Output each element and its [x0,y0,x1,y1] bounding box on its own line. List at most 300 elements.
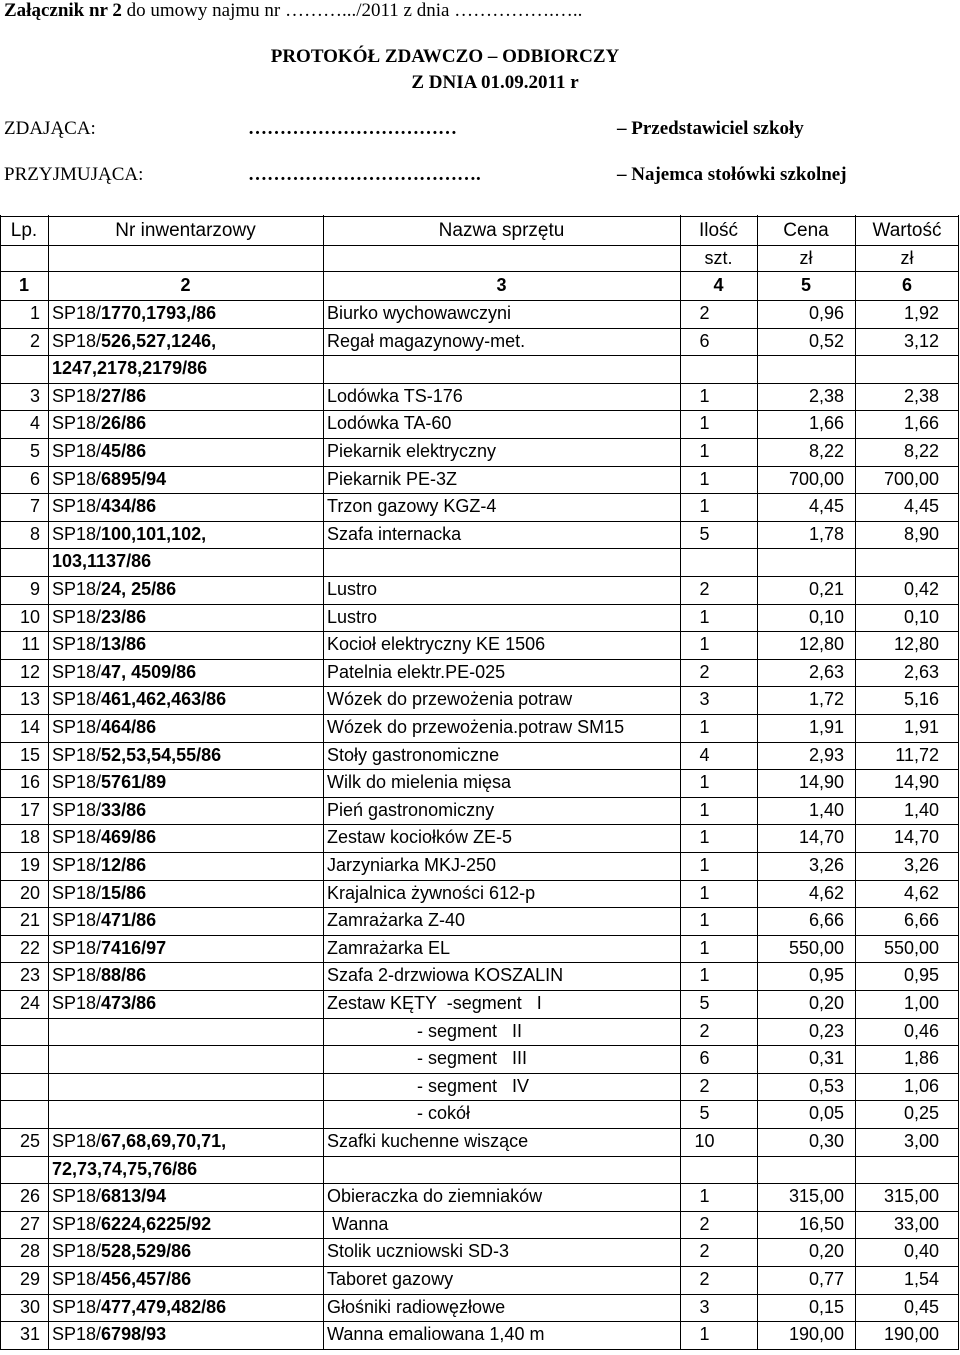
row-price: 0,15 [808,1296,844,1317]
row-inventory-number [52,355,207,383]
row-inventory-number [52,493,156,521]
inventory-prefix: SP18/ [52,1131,102,1151]
row-inventory-number [52,466,166,494]
inventory-prefix: SP18/ [52,385,102,406]
row-equipment-name: Krajalnica żywności 612-p [327,882,536,903]
row-equipment-name: Zamrażarka Z-40 [327,910,466,931]
inventory-number-value: 5761/89 [101,772,167,793]
inventory-number-value: 471/86 [101,910,157,931]
row-inventory-number [52,907,156,935]
row-price: 0,52 [808,330,844,351]
inventory-prefix: SP18/ [52,441,102,461]
inventory-prefix: SP18/ [52,496,102,517]
inventory-prefix: SP18/ [52,744,102,765]
inventory-number-value: 103,1137/86 [52,551,152,572]
inventory-number-value: 461,462,463/86 [101,689,227,710]
row-inventory-number [52,300,216,328]
row-value: 2,38 [903,385,939,406]
inventory-number-value: 6895/94 [101,468,167,489]
row-equipment-name: Lodówka TA-60 [327,413,452,434]
inventory-table [0,215,959,1355]
row-quantity: 1 [699,1324,710,1345]
row-inventory-number [52,1183,166,1211]
row-price: 0,23 [808,1020,844,1041]
receiving-party-label: PRZYJMUJĄCA: [4,164,144,185]
row-inventory-number [52,1294,226,1322]
row-equipment-name: Piekarnik elektryczny [327,441,497,461]
row-price: 2,38 [808,385,844,406]
column-number-3: 3 [496,275,507,295]
row-equipment-name: - segment II [327,1020,523,1041]
column-number-1: 1 [18,275,29,295]
row-quantity: 2 [699,1213,710,1234]
row-quantity: 2 [699,1020,710,1041]
row-price: 2,93 [808,744,844,765]
row-inventory-number [52,659,196,687]
row-equipment-name: Wanna emaliowana 1,40 m [327,1324,545,1345]
receiving-party-role: – Najemca stołówki szkolnej [617,164,847,185]
row-value: 14,70 [893,827,939,848]
row-equipment-name: Patelnia elektr.PE-025 [327,661,506,682]
column-number-5: 5 [800,275,811,295]
row-price: 700,00 [788,468,844,489]
row-inventory-number [52,797,146,825]
inventory-prefix: SP18/ [52,579,102,599]
row-price [759,1156,844,1184]
inventory-prefix: SP18/ [52,661,102,682]
row-price [759,355,844,383]
row-lp: 25 [19,1131,40,1151]
row-lp: 17 [19,799,40,820]
row-value: 5,16 [903,689,939,710]
row-price: 315,00 [788,1186,844,1207]
row-quantity: 2 [699,1241,710,1262]
row-price: 3,26 [808,855,844,875]
row-lp [2,1018,40,1046]
inventory-number-value: 6224,6225/92 [101,1213,212,1234]
column-number-4: 4 [713,275,724,295]
row-quantity: 1 [699,855,710,875]
row-value: 1,92 [903,303,939,323]
row-quantity: 6 [699,330,710,351]
row-quantity [682,548,727,576]
row-price: 14,70 [798,827,844,848]
header-inventory-number: Nr inwentarzowy [115,220,256,241]
inventory-prefix: SP18/ [52,1269,102,1289]
row-equipment-name: Lodówka TS-176 [327,385,463,406]
inventory-number-value: 45/86 [101,441,147,461]
inventory-number-value: 526,527,1246, [101,330,217,351]
row-inventory-number [52,962,146,990]
row-quantity: 1 [699,910,710,931]
row-value: 3,26 [903,855,939,875]
row-inventory-number [52,1238,191,1266]
row-value: 0,25 [903,1103,939,1124]
row-price: 0,95 [808,965,844,986]
row-value: 0,46 [903,1020,939,1041]
row-value: 14,90 [893,772,939,793]
row-quantity: 1 [699,441,710,461]
row-value: 0,40 [903,1241,939,1262]
header-quantity: Ilość [698,220,739,241]
row-inventory-number [52,438,146,466]
row-price: 1,72 [808,689,844,710]
inventory-prefix: SP18/ [52,1241,102,1262]
row-quantity: 1 [699,772,710,793]
inventory-number-value: 33/86 [101,799,147,820]
row-equipment-name: Wilk do mielenia mięsa [327,772,512,793]
row-quantity: 1 [699,385,710,406]
unit-inventory-number [52,245,319,271]
inventory-number-value: 1770,1793,/86 [101,303,217,323]
inventory-number-value: 100,101,102, [101,523,207,544]
row-lp: 28 [19,1241,40,1262]
row-lp: 4 [29,413,40,434]
inventory-prefix: SP18/ [52,413,102,434]
inventory-number-value: 27/86 [101,385,147,406]
inventory-number-value: 528,529/86 [101,1241,192,1262]
inventory-number-value: 24, 25/86 [101,579,177,599]
row-value: 0,10 [903,606,939,627]
row-inventory-number [52,714,156,742]
row-lp: 8 [29,523,40,544]
row-lp [2,1156,40,1184]
row-lp: 26 [19,1186,40,1207]
row-value: 3,00 [903,1131,939,1151]
row-inventory-number [52,769,166,797]
inventory-prefix: SP18/ [52,799,102,820]
attachment-contract-ref: do umowy najmu nr ……….../2011 z dnia …………….….. [121,0,583,21]
row-inventory-number [52,604,146,632]
row-quantity: 3 [699,689,710,710]
row-lp: 27 [19,1213,40,1234]
row-quantity: 5 [699,1103,710,1124]
row-equipment-name: - cokół [327,1103,471,1124]
row-inventory-number [52,852,146,880]
row-quantity: 5 [699,993,710,1013]
row-value [857,355,939,383]
column-number-2: 2 [180,275,191,295]
row-equipment-name: Szafa internacka [327,523,462,544]
row-price: 4,45 [808,496,844,517]
row-quantity: 2 [699,579,710,599]
row-value [857,1156,939,1184]
row-value: 1,66 [903,413,939,434]
inventory-prefix: SP18/ [52,330,102,351]
row-equipment-name: Lustro [327,606,378,627]
handing-party-role: – Przedstawiciel szkoły [617,118,804,139]
row-price: 550,00 [788,937,844,958]
row-inventory-number [52,824,156,852]
header-lp: Lp. [10,220,38,241]
row-lp: 1 [29,303,40,323]
row-equipment-name: Biurko wychowawczyni [327,303,512,323]
inventory-prefix: SP18/ [52,993,102,1013]
row-lp [2,1073,40,1101]
row-quantity: 1 [699,882,710,903]
row-price [759,548,844,576]
row-price: 1,78 [808,523,844,544]
row-price: 4,62 [808,882,844,903]
row-inventory-number [52,328,216,356]
row-price: 0,20 [808,1241,844,1262]
row-equipment-name: Wózek do przewożenia.potraw SM15 [327,717,625,737]
row-lp [2,1045,40,1073]
row-value: 8,90 [903,523,939,544]
inventory-prefix: SP18/ [52,855,102,875]
row-value: 3,12 [903,330,939,351]
row-lp: 2 [29,330,40,351]
unit-equipment-name [327,245,676,271]
row-inventory-number [52,990,156,1018]
inventory-number-value: 12/86 [101,855,147,875]
row-quantity: 6 [699,1048,710,1069]
inventory-prefix: SP18/ [52,303,102,323]
row-lp: 23 [19,965,40,986]
inventory-number-value: 7416/97 [101,937,167,958]
row-equipment-name [327,548,678,576]
row-equipment-name: Trzon gazowy KGZ-4 [327,496,497,517]
row-inventory-number [52,576,176,604]
row-quantity: 1 [699,496,710,517]
row-lp [2,1100,40,1128]
row-equipment-name: Obieraczka do ziemniaków [327,1186,543,1207]
header-price: Cena [783,220,829,241]
row-lp: 12 [19,661,40,682]
row-price: 1,91 [808,717,844,737]
row-value [857,548,939,576]
inventory-number-value: 473/86 [101,993,157,1013]
inventory-prefix: SP18/ [52,827,102,848]
row-inventory-number [52,521,206,549]
inventory-number-value: 67,68,69,70,71, [101,1131,227,1151]
row-equipment-name: Wanna [327,1213,389,1234]
unit-value: zł [900,248,914,268]
row-quantity: 1 [699,965,710,986]
row-price: 14,90 [798,772,844,793]
row-quantity: 2 [699,661,710,682]
row-equipment-name: Regał magazynowy-met. [327,330,526,351]
row-inventory-number [52,880,146,908]
inventory-prefix: SP18/ [52,937,102,958]
row-quantity: 2 [699,1075,710,1096]
row-equipment-name: Taboret gazowy [327,1269,454,1289]
inventory-prefix: SP18/ [52,965,102,986]
row-price: 1,40 [808,799,844,820]
row-value: 0,45 [903,1296,939,1317]
row-value: 2,63 [903,661,939,682]
row-inventory-number [52,935,166,963]
row-price: 0,20 [808,993,844,1013]
inventory-number-value: 15/86 [101,882,147,903]
row-equipment-name: Pień gastronomiczny [327,799,495,820]
row-equipment-name: Głośniki radiowęzłowe [327,1296,506,1317]
row-inventory-number [52,383,146,411]
row-quantity: 1 [699,413,710,434]
header-value: Wartość [872,220,942,241]
row-quantity [682,1156,727,1184]
row-price: 2,63 [808,661,844,682]
row-quantity: 4 [699,744,710,765]
row-equipment-name: Stolik uczniowski SD-3 [327,1241,510,1262]
inventory-number-value: 52,53,54,55/86 [101,744,222,765]
row-equipment-name: Zestaw KĘTY -segment I [327,993,542,1013]
row-equipment-name [327,1156,678,1184]
inventory-number-value: 6813/94 [101,1186,167,1207]
handing-party-label: ZDAJĄCA: [4,118,96,139]
row-quantity: 1 [699,634,710,655]
row-inventory-number [52,686,226,714]
row-lp: 29 [19,1269,40,1289]
row-lp: 21 [19,910,40,931]
row-inventory-number [52,1128,226,1156]
row-quantity: 2 [699,1269,710,1289]
row-lp: 31 [19,1324,40,1345]
inventory-prefix: SP18/ [52,1296,102,1317]
inventory-prefix: SP18/ [52,910,102,931]
unit-lp [4,245,44,271]
inventory-prefix: SP18/ [52,1186,102,1207]
unit-quantity: szt. [704,248,733,268]
row-quantity: 1 [699,606,710,627]
row-equipment-name: Szafa 2-drzwiowa KOSZALIN [327,965,564,986]
row-value: 0,42 [903,579,939,599]
row-price: 190,00 [788,1324,844,1345]
inventory-prefix: SP18/ [52,717,102,737]
row-lp: 6 [29,468,40,489]
row-equipment-name: Zestaw kociołków ZE-5 [327,827,513,848]
row-lp [2,355,40,383]
row-value: 315,00 [883,1186,939,1207]
row-price: 0,30 [808,1131,844,1151]
row-value: 1,06 [903,1075,939,1096]
row-value: 1,54 [903,1269,939,1289]
inventory-prefix: SP18/ [52,772,102,793]
row-quantity: 1 [699,937,710,958]
row-value: 4,45 [903,496,939,517]
row-quantity: 1 [699,827,710,848]
inventory-number-value: 469/86 [101,827,157,848]
row-lp: 14 [19,717,40,737]
header-equipment-name: Nazwa sprzętu [438,220,565,241]
row-value: 1,40 [903,799,939,820]
row-inventory-number [52,1211,211,1239]
row-value: 8,22 [903,441,939,461]
row-quantity: 1 [699,717,710,737]
row-quantity: 3 [699,1296,710,1317]
row-lp: 16 [19,772,40,793]
handing-party-name-blank: …………………………… [248,118,457,139]
row-value: 700,00 [883,468,939,489]
row-price: 1,66 [808,413,844,434]
row-price: 0,96 [808,303,844,323]
row-equipment-name: Lustro [327,579,378,599]
row-value: 1,86 [903,1048,939,1069]
row-value: 1,00 [903,993,939,1013]
row-equipment-name: Jarzyniarka MKJ-250 [327,855,497,875]
row-inventory-number [52,410,146,438]
attachment-title [4,0,582,22]
row-inventory-number [52,548,151,576]
row-value: 11,72 [895,744,939,765]
inventory-number-value: 13/86 [101,634,147,655]
row-price: 0,05 [808,1103,844,1124]
row-price: 0,10 [808,606,844,627]
row-equipment-name: Stoły gastronomiczne [327,744,500,765]
row-price: 0,21 [808,579,844,599]
protocol-date: Z DNIA 01.09.2011 r [411,72,579,93]
row-inventory-number [52,1266,191,1294]
inventory-number-value: 456,457/86 [101,1269,192,1289]
row-lp: 24 [19,993,40,1013]
row-lp: 30 [19,1296,40,1317]
row-price: 0,53 [808,1075,844,1096]
inventory-number-value: 464/86 [101,717,157,737]
row-lp: 10 [19,606,40,627]
inventory-prefix: SP18/ [52,1213,102,1234]
inventory-prefix: SP18/ [52,523,102,544]
inventory-number-value: 26/86 [101,413,147,434]
receiving-party-name-blank: ………………………………. [248,164,481,185]
row-quantity: 10 [694,1131,715,1151]
inventory-prefix: SP18/ [52,1324,102,1345]
row-value: 6,66 [903,910,939,931]
inventory-number-value: 434/86 [101,496,157,517]
row-lp: 20 [19,882,40,903]
row-equipment-name: - segment III [327,1048,528,1069]
row-price: 12,80 [798,634,844,655]
inventory-number-value: 88/86 [101,965,147,986]
row-lp: 11 [21,634,40,655]
row-inventory-number [52,1321,166,1349]
row-value: 33,00 [893,1213,939,1234]
row-quantity: 1 [699,468,710,489]
protocol-title: PROTOKÓŁ ZDAWCZO – ODBIORCZY [270,46,620,67]
row-lp: 5 [29,441,40,461]
row-lp [2,548,40,576]
row-price: 16,50 [798,1213,844,1234]
row-value: 550,00 [883,937,939,958]
inventory-prefix: SP18/ [52,468,102,489]
inventory-number-value: 477,479,482/86 [101,1296,227,1317]
row-value: 12,80 [893,634,939,655]
inventory-prefix: SP18/ [52,689,102,710]
inventory-prefix: SP18/ [52,606,102,627]
row-equipment-name: Wózek do przewożenia potraw [327,689,573,710]
row-quantity: 1 [699,1186,710,1207]
row-lp: 13 [19,689,40,710]
row-lp: 15 [19,744,40,765]
inventory-number-value: 72,73,74,75,76/86 [52,1158,198,1179]
inventory-prefix: SP18/ [52,882,102,903]
row-quantity [682,355,727,383]
unit-price: zł [799,248,813,268]
row-value: 1,91 [903,717,939,737]
inventory-number-value: 1247,2178,2179/86 [52,358,208,379]
row-equipment-name [327,355,678,383]
row-inventory-number [52,1156,197,1184]
row-quantity: 5 [699,523,710,544]
row-equipment-name: Piekarnik PE-3Z [327,468,458,489]
inventory-number-value: 23/86 [101,606,147,627]
row-lp: 19 [19,855,40,875]
row-value: 0,95 [903,965,939,986]
column-number-6: 6 [901,275,912,295]
row-equipment-name: - segment IV [327,1075,530,1096]
row-value: 190,00 [883,1324,939,1345]
row-lp: 7 [29,496,40,517]
row-lp: 9 [29,579,40,599]
